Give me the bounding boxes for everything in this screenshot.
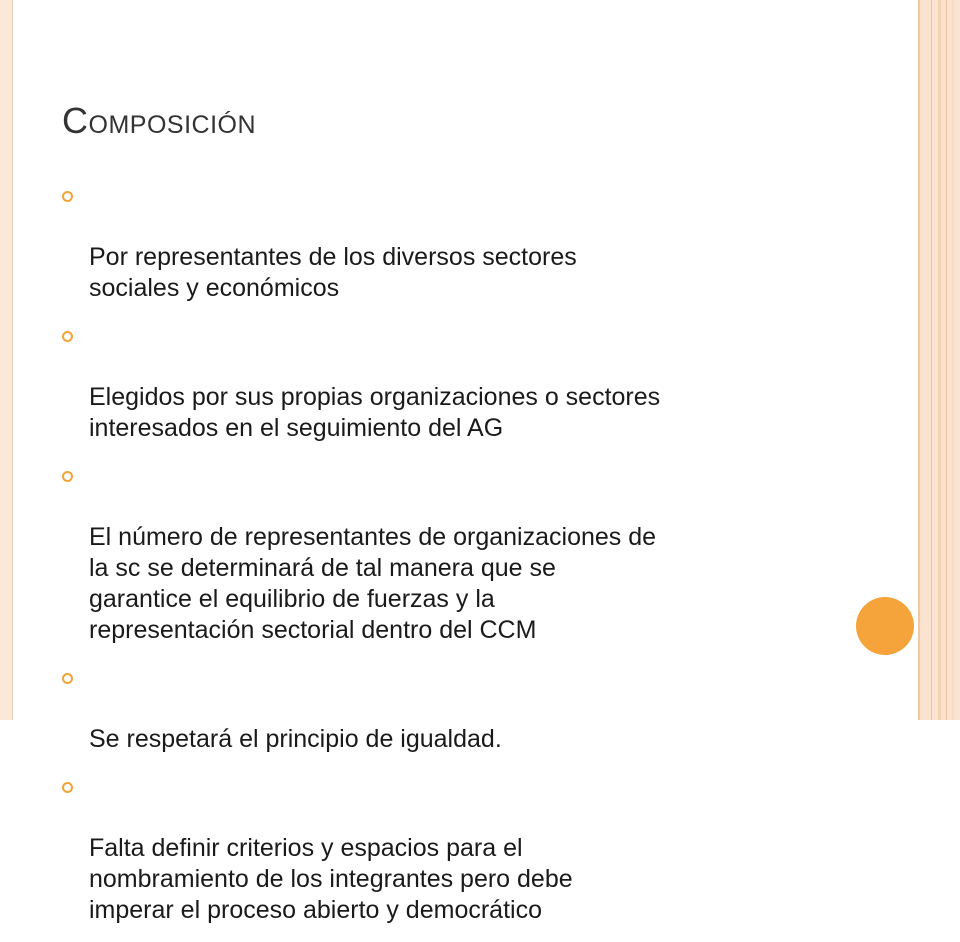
- frame-stripe: [931, 0, 932, 720]
- bullet-item: [62, 320, 842, 444]
- bullet-text: Elegidos por sus propias organizaciones o sectores interesados en el seguimiento del AG: [89, 383, 661, 442]
- frame-stripe: [918, 0, 920, 720]
- left-frame-border: [0, 0, 13, 720]
- bullet-icon: [62, 673, 73, 684]
- slide-title: Composición: [62, 100, 257, 141]
- bullet-item: [62, 460, 842, 646]
- right-frame-border: [918, 0, 960, 720]
- bullet-item: [62, 771, 842, 926]
- frame-stripe: [952, 0, 954, 720]
- bullet-text: El número de representantes de organizaciones de la sc se determinará de tal manera que se garantice el equilibrio de fuerzas y la representación sectorial dentro del CCM: [89, 523, 657, 644]
- frame-stripe: [938, 0, 941, 720]
- bullet-item: [62, 662, 842, 755]
- bullet-item: [62, 180, 842, 304]
- bullet-icon: [62, 191, 73, 202]
- frame-stripe: [946, 0, 947, 720]
- bullet-icon: [62, 331, 73, 342]
- bullet-text: Falta definir criterios y espacios para el nombramiento de los integrantes pero debe imperar el proceso abierto y democrático: [89, 834, 573, 924]
- bullet-icon: [62, 782, 73, 793]
- bullet-icon: [62, 471, 73, 482]
- bullet-text: Se respetará el principio de igualdad.: [89, 725, 502, 753]
- bullet-list: [62, 180, 842, 942]
- decorative-circle-icon: [856, 597, 914, 655]
- bullet-text: Por representantes de los diversos sectores sociales y económicos: [89, 243, 577, 302]
